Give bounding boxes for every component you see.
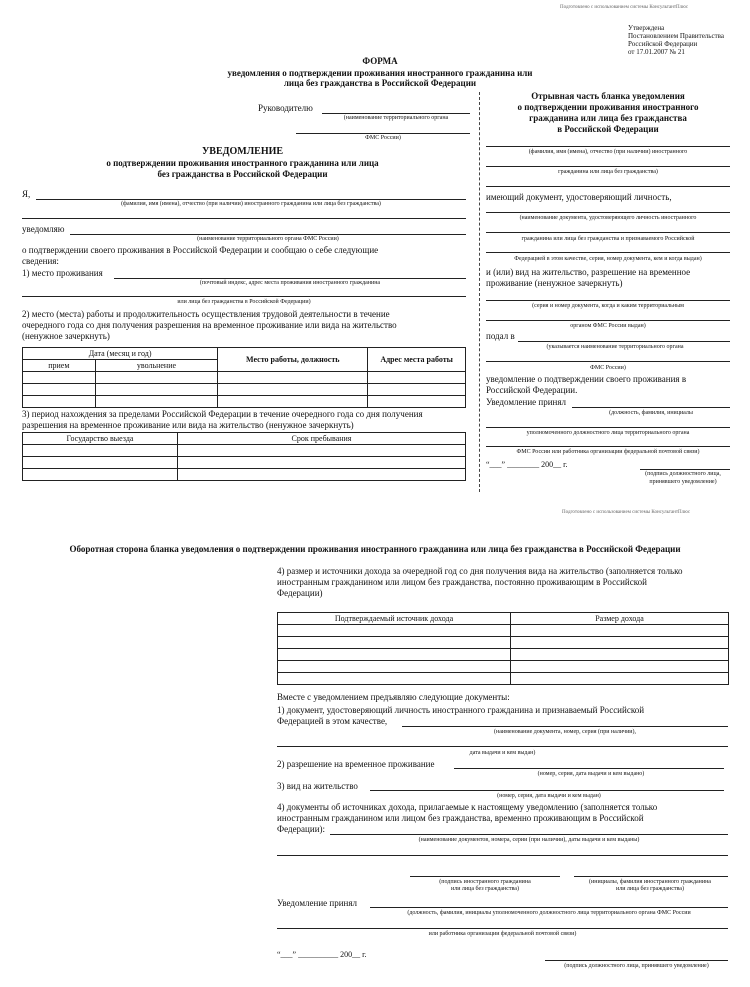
head-field-2[interactable]: [296, 133, 470, 134]
hint: ФМС России): [590, 365, 626, 371]
table-cell[interactable]: [218, 372, 368, 384]
table-cell[interactable]: [368, 372, 466, 384]
table-row: [23, 457, 466, 469]
form-subtitle: уведомления о подтверждении проживания иностранного гражданина или: [227, 68, 533, 78]
tear-filed-label: подал в: [486, 331, 515, 341]
residence-field[interactable]: [114, 278, 466, 279]
doc1-text: [277, 705, 729, 727]
doc4-field-2[interactable]: [277, 855, 728, 856]
table-cell[interactable]: [178, 445, 466, 457]
text-line: сведения:: [22, 256, 59, 266]
docs-intro: Вместе с уведомлением предъявляю следующие документы:: [277, 692, 510, 702]
form-title: ФОРМА: [362, 56, 398, 66]
text-line: проживание (ненужное зачеркнуть): [486, 278, 623, 288]
text-line: Отрывная часть бланка уведомления: [531, 91, 685, 101]
table-header: Размер дохода: [511, 613, 729, 625]
table-row: [278, 637, 729, 649]
table-cell[interactable]: [23, 372, 96, 384]
doc4-field[interactable]: [330, 834, 728, 835]
tear-doc-field[interactable]: [486, 212, 730, 213]
table-cell[interactable]: [511, 673, 729, 685]
table-row: [278, 625, 729, 637]
text-line: очередного года со дня получения разрешения на временное проживание или вида на жительство: [22, 320, 397, 330]
page2-title: Оборотная сторона бланка уведомления о подтверждении проживания иностранного гражданина или лица без гражданства в Российской Федерации: [69, 544, 681, 554]
tear-date[interactable]: “___” ________ 200__ г.: [486, 460, 568, 469]
table-cell[interactable]: [23, 384, 96, 396]
tear-line: [479, 92, 480, 492]
table-cell[interactable]: [278, 637, 511, 649]
confirm-text: [22, 245, 466, 267]
hint: гражданина или лица без гражданства и признаваемого Российской: [521, 236, 695, 242]
table-cell[interactable]: [511, 649, 729, 661]
text-line: о подтверждении своего проживания в Российской Федерации и сообщаю о себе следующие: [22, 245, 379, 255]
hint: (наименование документов, номера, серии (при наличии), даты выдачи и кем выданы): [418, 837, 640, 843]
hint: принявшего уведомление): [649, 479, 717, 485]
tear-notice-text: [486, 374, 730, 396]
table-header: Срок пребывания: [178, 433, 466, 445]
date-line[interactable]: “___” __________ 200__ г.: [277, 950, 367, 959]
hint: или лица без гражданства): [451, 886, 519, 892]
table-cell[interactable]: [95, 384, 218, 396]
text-line: (ненужное зачеркнуть): [22, 331, 110, 341]
hint: (наименование территориального органа: [343, 115, 449, 121]
approval-line: Утверждена: [628, 24, 665, 32]
doc4-text: [277, 802, 729, 835]
text-line: 1) документ, удостоверяющий личность иностранного гражданина и признаваемый Российской: [277, 705, 645, 715]
text-line: 2) место (места) работы и продолжительность осуществления трудовой деятельности в течение: [22, 309, 390, 319]
notice-subtitle: о подтверждении проживания иностранного гражданина или лица: [106, 158, 379, 168]
text-line: 4) документы об источниках дохода, прилагаемые к настоящему уведомлению (заполняется только: [277, 802, 658, 812]
tear-filed-field[interactable]: [518, 341, 730, 342]
table-cell[interactable]: [511, 625, 729, 637]
abroad-text: [22, 409, 466, 431]
doc2-field[interactable]: [454, 768, 724, 769]
hint: уполномоченного должностного лица территориального органа: [526, 430, 690, 436]
tear-accepted-field[interactable]: [572, 407, 730, 408]
text-line: 3) период нахождения за пределами Российской Федерации в течение очередного года со дня получения: [22, 409, 423, 419]
table-header: Подтверждаемый источник дохода: [278, 613, 511, 625]
hint: (должность, фамилия, инициалы: [609, 410, 693, 416]
hint: или лица без гражданства): [616, 886, 684, 892]
table-header: Адрес места работы: [368, 348, 466, 372]
tear-permit-field-2[interactable]: [486, 320, 730, 321]
tear-accepted-field-2[interactable]: [486, 427, 730, 428]
text-line: Российской Федерации.: [486, 385, 578, 395]
income-text: [277, 566, 729, 599]
doc1-field[interactable]: [402, 726, 728, 727]
tear-fio-field-3[interactable]: [486, 186, 730, 187]
hint: ФМС России): [365, 135, 401, 141]
tear-filed-field-2[interactable]: [486, 361, 730, 362]
hint: или лица без гражданства в Российской Федерации): [177, 299, 311, 305]
text-line: иностранным гражданином или лицом без гражданства, постоянно проживающим в Российской: [277, 577, 647, 587]
table-cell[interactable]: [178, 469, 466, 481]
hint: или работника организации федеральной почтовой связи): [428, 931, 577, 937]
hint: (почтовый индекс, адрес места проживания иностранного гражданина: [199, 280, 381, 286]
text-line: 4) размер и источники дохода за очередной год со дня получения вида на жительство (заполняется только: [277, 566, 683, 576]
hint: (номер, серия, дата выдачи и кем выдано): [537, 771, 645, 777]
text-line: в Российской Федерации: [557, 124, 659, 134]
hint: органом ФМС России выдан): [570, 323, 646, 329]
doc3-label: 3) вид на жительство: [277, 781, 358, 791]
tear-permit-text: [486, 267, 730, 289]
official-sign-field[interactable]: [545, 960, 728, 961]
doc2-label: 2) разрешение на временное проживание: [277, 759, 435, 769]
accepted-field[interactable]: [370, 907, 728, 908]
work-table: [22, 347, 466, 408]
table-subheader: прием: [23, 360, 96, 372]
approval-line: Постановлением Правительства: [628, 32, 724, 40]
table-cell[interactable]: [95, 372, 218, 384]
income-table: [277, 612, 729, 685]
table-cell[interactable]: [368, 384, 466, 396]
notify-label: уведомляю: [22, 224, 65, 234]
table-header: Дата (месяц и год): [23, 348, 218, 360]
table-row: [278, 673, 729, 685]
head-label: Руководителю: [258, 103, 313, 113]
hint: (наименование документа, номер, серия (при наличии),: [493, 729, 636, 735]
residence-label: 1) место проживания: [22, 268, 103, 278]
foreigner-initials-field[interactable]: [574, 876, 728, 877]
foreigner-sign-field[interactable]: [410, 876, 560, 877]
table-header: Место работы, должность: [218, 348, 368, 372]
notice-title: УВЕДОМЛЕНИЕ: [201, 146, 284, 157]
table-row: [278, 661, 729, 673]
table-subheader: увольнение: [95, 360, 218, 372]
table-row: [23, 469, 466, 481]
hint: Федерацией в этом качестве, серия, номер документа, кем и когда выдан): [514, 256, 702, 262]
hint: (серия и номер документа, когда и каким территориальным: [532, 303, 684, 309]
source-note: Подготовлено с использованием системы КонсультантПлюс: [560, 5, 689, 10]
tear-doc-text: имеющий документ, удостоверяющий личность,: [486, 192, 672, 202]
table-cell[interactable]: [23, 457, 178, 469]
table-cell[interactable]: [368, 396, 466, 408]
text-line: Федерации):: [277, 824, 326, 834]
hint: (подпись должностного лица, принявшего уведомление): [564, 963, 709, 969]
text-line: Федерации): [277, 588, 323, 598]
doc1-field-2[interactable]: [277, 746, 728, 747]
text-line: и (или) вид на жительство, разрешение на временное: [486, 267, 691, 277]
table-row: [23, 445, 466, 457]
tear-permit-field[interactable]: [486, 300, 730, 301]
table-cell[interactable]: [278, 625, 511, 637]
table-cell[interactable]: [178, 457, 466, 469]
text-line: уведомление о подтверждении своего проживания в: [486, 374, 687, 384]
text-line: о подтверждении проживания иностранного: [517, 102, 699, 112]
fio-field[interactable]: [36, 199, 466, 200]
i-label: Я,: [22, 189, 31, 199]
table-cell[interactable]: [511, 637, 729, 649]
table-cell[interactable]: [278, 661, 511, 673]
hint: (указывается наименование территориального органа: [546, 344, 684, 350]
tear-sign-field[interactable]: [640, 469, 730, 470]
tear-fio-field-2[interactable]: [486, 166, 730, 167]
approval-block: [628, 24, 724, 56]
fio-field-2[interactable]: [22, 218, 466, 219]
hint: (фамилия, имя (имена), отчество (при наличии) иностранного: [528, 149, 688, 155]
tear-fio-field[interactable]: [486, 146, 730, 147]
text-line: иностранным гражданином или лицом без гражданства, временно проживающим в Российской: [277, 813, 644, 823]
table-row: [23, 396, 466, 408]
residence-field-2[interactable]: [22, 296, 466, 297]
hint: (должность, фамилия, инициалы уполномоченного должностного лица территориального органа ФМС России: [407, 910, 691, 916]
tear-accepted-label: Уведомление принял: [486, 397, 566, 407]
approval-line: Российской Федерации: [628, 40, 698, 48]
tear-accepted-field-3[interactable]: [486, 446, 730, 447]
abroad-table: [22, 432, 466, 481]
table-row: [278, 649, 729, 661]
table-row: [23, 372, 466, 384]
table-cell[interactable]: [23, 445, 178, 457]
table-cell[interactable]: [218, 396, 368, 408]
source-note: Подготовлено с использованием системы КонсультантПлюс: [562, 510, 691, 515]
table-cell[interactable]: [218, 384, 368, 396]
hint: гражданина или лица без гражданства): [558, 169, 658, 175]
hint: (наименование территориального органа ФМС России): [197, 236, 339, 242]
table-cell[interactable]: [23, 396, 96, 408]
head-field[interactable]: [322, 113, 470, 114]
table-cell[interactable]: [278, 673, 511, 685]
notice-subtitle: без гражданства в Российской Федерации: [157, 169, 328, 179]
approval-line: от 17.01.2007 № 21: [628, 48, 685, 56]
hint: ФМС России или работника организации федеральной почтовой связи): [516, 449, 700, 455]
form-subtitle: лица без гражданства в Российской Федерации: [283, 78, 477, 88]
tear-doc-field-2[interactable]: [486, 232, 730, 233]
tear-title: [486, 91, 730, 135]
notify-field[interactable]: [70, 234, 466, 235]
table-header: Государство выезда: [23, 433, 178, 445]
hint: (номер, серия, дата выдачи и кем выдан): [497, 793, 601, 799]
table-row: [23, 384, 466, 396]
text-line: Федерацией в этом качестве,: [277, 716, 388, 726]
hint: (фамилия, имя (имена), отчество (при наличии) иностранного гражданина или лица без гражданства): [121, 201, 381, 207]
work-text: [22, 309, 466, 342]
table-cell[interactable]: [511, 661, 729, 673]
hint: (инициалы, фамилия иностранного гражданина: [589, 879, 711, 885]
hint: (наименование документа, удостоверяющего личность иностранного: [519, 215, 697, 221]
text-line: гражданина или лица без гражданства: [529, 113, 687, 123]
hint: (подпись должностного лица,: [645, 471, 721, 477]
accepted-field-2[interactable]: [277, 928, 728, 929]
text-line: разрешения на временное проживание или вида на жительство (ненужное зачеркнуть): [22, 420, 354, 430]
table-cell[interactable]: [278, 649, 511, 661]
doc3-field[interactable]: [370, 790, 724, 791]
hint: дата выдачи и кем выдан): [469, 750, 536, 756]
hint: (подпись иностранного гражданина: [439, 879, 531, 885]
table-cell[interactable]: [95, 396, 218, 408]
accepted-label: Уведомление принял: [277, 898, 357, 908]
table-cell[interactable]: [23, 469, 178, 481]
tear-doc-field-3[interactable]: [486, 252, 730, 253]
